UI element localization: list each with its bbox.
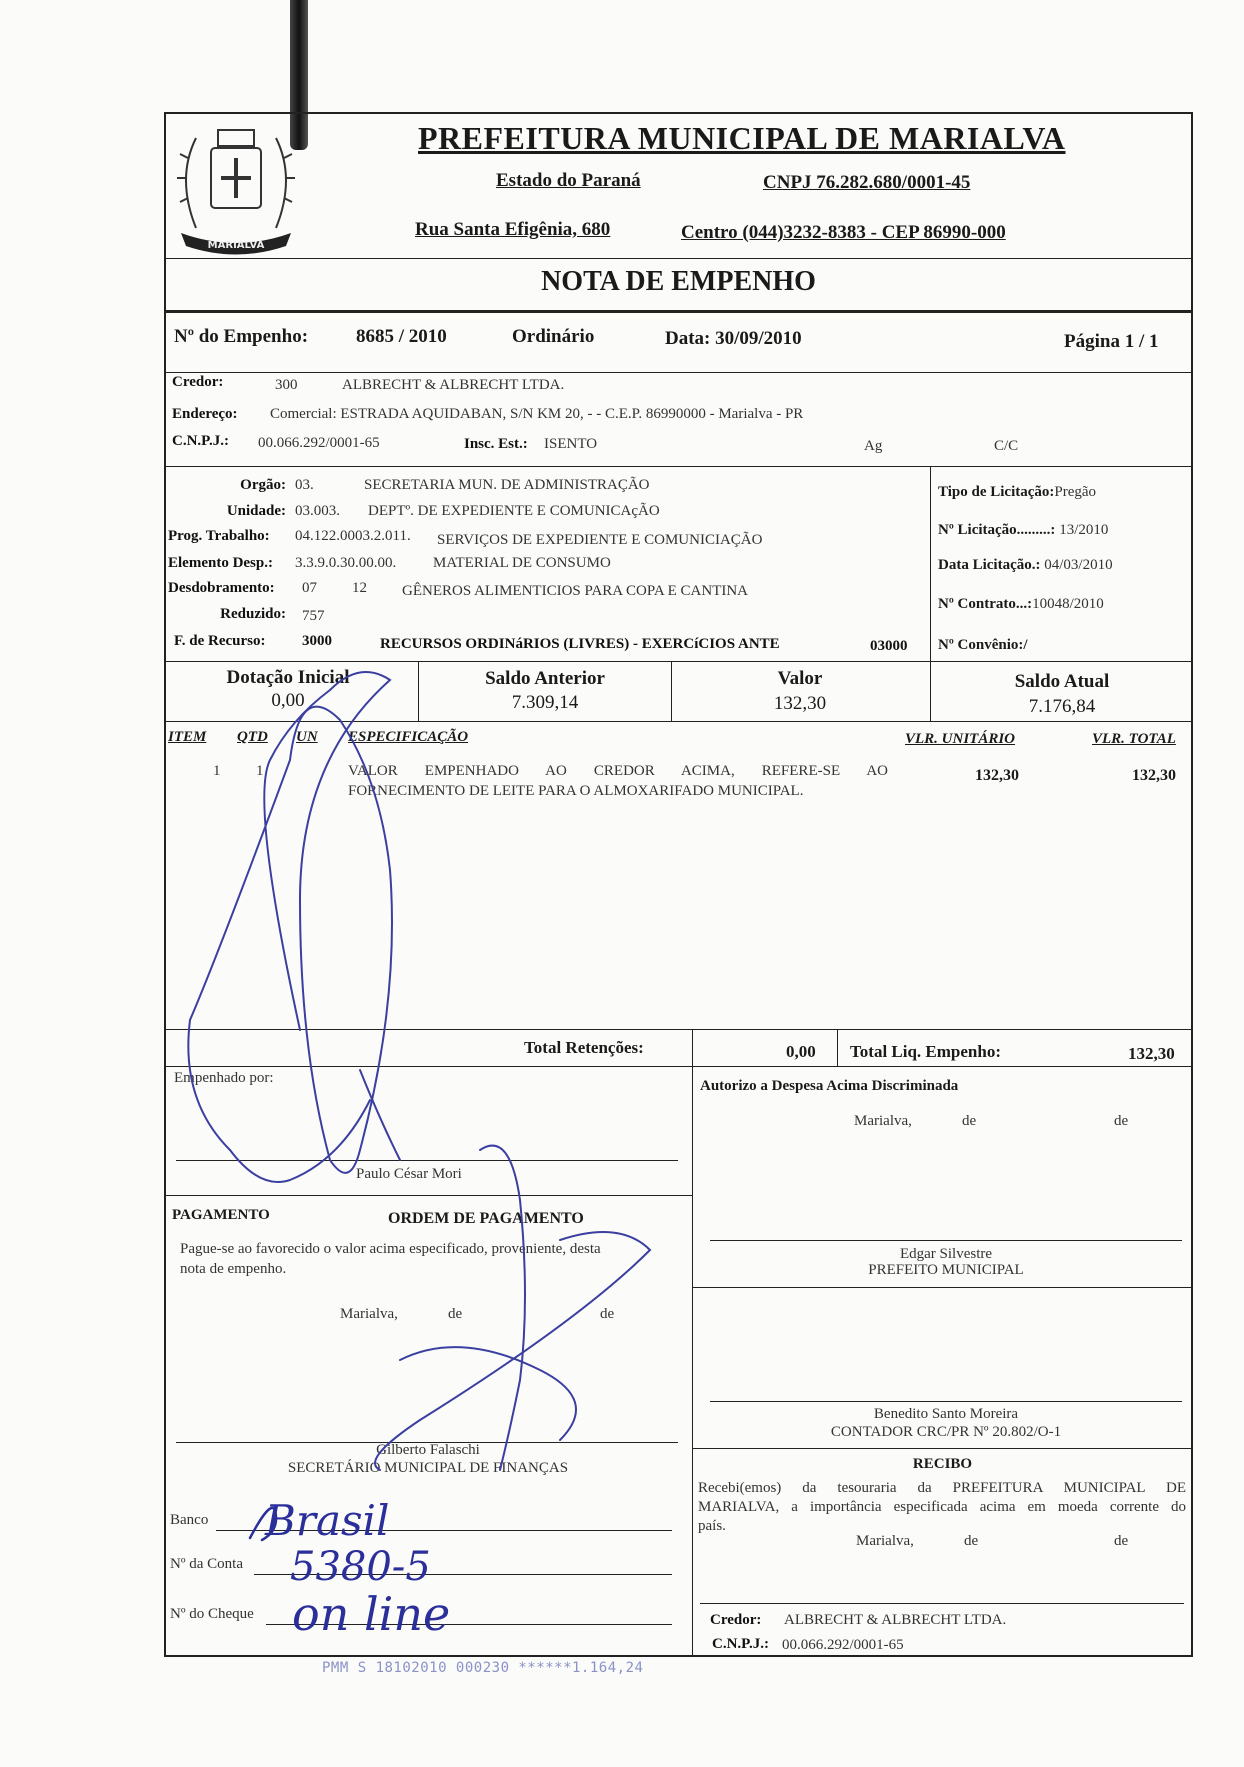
rubric-signature-pagamento [375,1146,650,1470]
item-total-value: 132,30 [1132,767,1176,784]
insc-label: Insc. Est.: [464,436,528,452]
page-title: PREFEITURA MUNICIPAL DE MARIALVA [418,120,1066,156]
recibo-label: RECIBO [912,1456,973,1472]
liquido-label: Total Liq. Empenho: [850,1042,1001,1061]
page-number: Página 1 / 1 [1064,331,1159,352]
recibo-de1: de [964,1533,979,1549]
empenho-label: Nº do Empenho: [174,326,309,347]
desd-name: GÊNEROS ALIMENTICIOS PARA COPA E CANTINA [402,583,749,599]
desd-b: 12 [352,580,367,596]
col-total: VLR. TOTAL [1092,731,1176,747]
cnpj-label: C.N.P.J.: [172,433,229,449]
prog-name: SERVIÇOS DE EXPEDIENTE E COMUNICIAÇÃO [437,532,763,548]
unidade-code: 03.003. [295,503,340,519]
insc-value: ISENTO [544,436,598,452]
ag-label: Ag [864,438,883,454]
reduzido-label: Reduzido: [220,606,286,622]
prefeito-role: PREFEITO MUNICIPAL [868,1262,1024,1278]
recibo-city: Marialva, [856,1533,914,1549]
credor-address: Comercial: ESTRADA AQUIDABAN, S/N KM 20, - - C.E.P. 86990000 - Marialva - PR [270,406,804,422]
cheque-handwriting: on line [292,1587,451,1641]
unidade-name: DEPTº. DE EXPEDIENTE E COMUNICAçÃO [368,503,660,519]
address-label: Endereço: [172,406,238,422]
recibo-text3: país. [698,1518,726,1534]
col-qtd: QTD [237,729,268,745]
licitacao-numero: Nº Licitação.........: 13/2010 [938,522,1109,538]
prog-code: 04.122.0003.2.011. [295,528,411,544]
col-un: UN [296,729,318,745]
reduzido-value: 757 [302,608,325,624]
pagamento-label: PAGAMENTO [172,1207,270,1223]
pagamento-de1: de [448,1306,463,1322]
conta-handwriting: 5380-5 [290,1544,431,1590]
recibo-credor-label: Credor: [710,1612,762,1628]
item-qtd: 1 [256,763,264,779]
recibo-de2: de [1114,1533,1129,1549]
empenhado-label: Empenhado por: [174,1070,274,1086]
valor-value: 132,30 [773,693,827,714]
item-desc-line2: FORNECIMENTO DE LEITE PARA O ALMOXARIFADO MUNICIPAL. [348,783,804,799]
orgao-code: 03. [295,477,314,493]
elem-label: Elemento Desp.: [168,555,273,571]
pagamento-text2: nota de empenho. [180,1261,287,1277]
elem-code: 3.3.9.0.30.00.00. [295,555,397,571]
dotacao-value: 0,00 [271,690,305,711]
header-cnpj: CNPJ 76.282.680/0001-45 [763,172,971,193]
valor-label: Valor [777,668,823,689]
empenho-date: Data: 30/09/2010 [665,328,802,349]
saldo-anterior-label: Saldo Anterior [485,668,605,689]
credor-code: 300 [275,377,298,393]
contador-name: Benedito Santo Moreira [873,1406,1019,1422]
document-title: NOTA DE EMPENHO [541,266,816,297]
saldo-atual-value: 7.176,84 [1028,696,1096,717]
header-contact: Centro (044)3232-8383 - CEP 86990-000 [681,222,1006,243]
retencoes-label: Total Retenções: [524,1038,644,1057]
col-unitario: VLR. UNITÁRIO [905,731,1016,747]
contador-role: CONTADOR CRC/PR Nº 20.802/O-1 [830,1424,1062,1440]
dotacao-label: Dotação Inicial [226,667,350,688]
orgao-label: Orgão: [240,477,286,493]
empenho-number: 8685 / 2010 [356,326,447,347]
col-item: ITEM [168,729,207,745]
unidade-label: Unidade: [226,503,286,519]
prefeito-name: Edgar Silvestre [899,1246,993,1262]
treasury-stamp: PMM S 18102010 000230 ******1.164,24 [322,1660,644,1676]
item-number: 1 [213,763,221,779]
retencoes-value: 0,00 [786,1042,816,1061]
ordem-label: ORDEM DE PAGAMENTO [388,1210,584,1227]
pagamento-city: Marialva, [340,1306,398,1322]
orgao-name: SECRETARIA MUN. DE ADMINISTRAÇÃO [364,477,650,493]
autorizo-label: Autorizo a Despesa Acima Discriminada [700,1078,959,1094]
desd-label: Desdobramento: [168,580,275,596]
empenho-type: Ordinário [512,326,595,347]
licitacao-data: Data Licitação.: 04/03/2010 [938,557,1113,573]
state-name: Estado do Paraná [496,170,641,191]
prog-label: Prog. Trabalho: [168,528,270,544]
banco-handwriting: Brasil [265,1496,390,1545]
cc-label: C/C [994,438,1019,454]
licitacao-convenio: Nº Convênio:/ [938,637,1028,653]
secretario-role: SECRETÁRIO MUNICIPAL DE FINANÇAS [287,1460,569,1476]
recurso-name: RECURSOS ORDINáRIOS (LIVRES) - EXERCíCIOS ANTE [380,636,780,652]
pagamento-de2: de [600,1306,615,1322]
pagamento-text1: Pague-se ao favorecido o valor acima especificado, proveniente, desta [180,1241,601,1257]
rubric-signature-large [188,672,392,1182]
autorizo-de1: de [962,1113,977,1129]
header-address: Rua Santa Efigênia, 680 [415,219,611,240]
recibo-text1: Recebi(emos) da tesouraria da PREFEITURA MUNICIPAL DE [698,1480,1186,1496]
conta-label: Nº da Conta [170,1556,243,1572]
autorizo-city: Marialva, [854,1113,912,1129]
elem-name: MATERIAL DE CONSUMO [433,555,611,571]
licitacao-tipo: Tipo de Licitação:Pregão [938,484,1097,500]
recibo-cnpj: 00.066.292/0001-65 [782,1637,904,1653]
recurso-code: 3000 [302,633,332,649]
saldo-anterior-value: 7.309,14 [511,692,579,713]
recurso-label: F. de Recurso: [174,633,266,649]
desd-a: 07 [302,580,317,596]
secretario-name: Gilberto Falaschi [376,1442,480,1458]
banco-label: Banco [170,1512,209,1528]
recibo-credor-name: ALBRECHT & ALBRECHT LTDA. [784,1612,1007,1628]
recurso-code2: 03000 [870,638,908,654]
liquido-value: 132,30 [1128,1044,1175,1063]
cheque-label: Nº do Cheque [170,1606,254,1622]
item-unit-value: 132,30 [975,767,1019,784]
credor-name: ALBRECHT & ALBRECHT LTDA. [342,377,565,393]
col-especificacao: ESPECIFICAÇÃO [348,729,469,745]
credor-label: Credor: [172,374,224,390]
licitacao-contrato: Nº Contrato...:10048/2010 [938,596,1104,612]
item-desc-line1: VALOR EMPENHADO AO CREDOR ACIMA, REFERE-SE AO [348,763,888,779]
recibo-cnpj-label: C.N.P.J.: [712,1636,769,1652]
recibo-text2: MARIALVA, a importância especificada acima em moeda corrente do [698,1499,1186,1515]
saldo-atual-label: Saldo Atual [1014,671,1110,692]
credor-cnpj: 00.066.292/0001-65 [258,435,380,451]
empenhado-name: Paulo César Mori [356,1166,462,1182]
svg-text:MARIALVA: MARIALVA [207,240,265,251]
autorizo-de2: de [1114,1113,1129,1129]
